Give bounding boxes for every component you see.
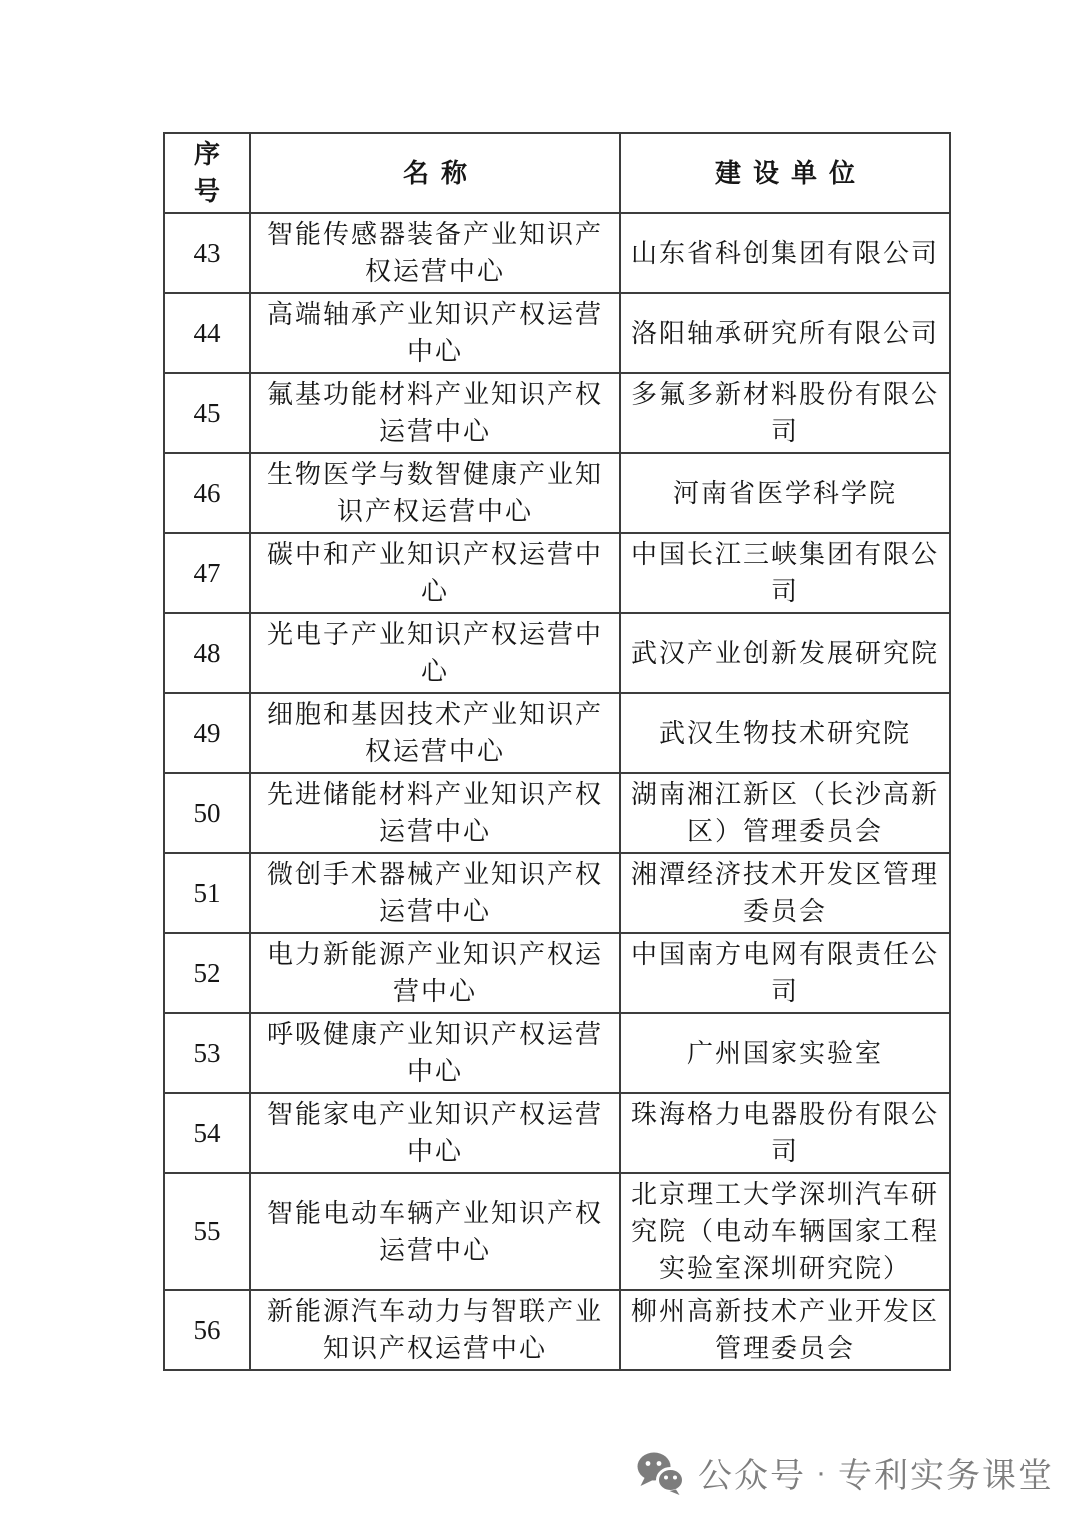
table-row — [164, 373, 950, 453]
row-name-cell: 呼吸健康产业知识产权运营中心 — [250, 1013, 620, 1093]
row-unit-cell: 湖南湘江新区（长沙高新区）管理委员会 — [620, 773, 950, 853]
table-row — [164, 1173, 950, 1290]
row-name-cell: 高端轴承产业知识产权运营中心 — [250, 293, 620, 373]
table-row — [164, 1013, 950, 1093]
row-no-cell: 50 — [164, 773, 250, 853]
header-name: 名称 — [250, 133, 620, 213]
row-no-cell: 53 — [164, 1013, 250, 1093]
row-name-cell: 碳中和产业知识产权运营中心 — [250, 533, 620, 613]
row-unit-cell: 珠海格力电器股份有限公司 — [620, 1093, 950, 1173]
row-unit-cell: 湘潭经济技术开发区管理委员会 — [620, 853, 950, 933]
row-unit-cell: 中国南方电网有限责任公司 — [620, 933, 950, 1013]
table-row — [164, 933, 950, 1013]
wechat-icon — [636, 1451, 686, 1495]
row-name-cell: 氟基功能材料产业知识产权运营中心 — [250, 373, 620, 453]
row-unit-cell: 柳州高新技术产业开发区管理委员会 — [620, 1290, 950, 1370]
row-name-cell: 生物医学与数智健康产业知识产权运营中心 — [250, 453, 620, 533]
row-no-cell: 47 — [164, 533, 250, 613]
row-name-cell: 光电子产业知识产权运营中心 — [250, 613, 620, 693]
watermark-separator: · — [816, 1455, 828, 1489]
table-row — [164, 453, 950, 533]
row-unit-cell: 中国长江三峡集团有限公司 — [620, 533, 950, 613]
table-row — [164, 213, 950, 293]
row-name-cell: 先进储能材料产业知识产权运营中心 — [250, 773, 620, 853]
row-no-cell: 51 — [164, 853, 250, 933]
table-row — [164, 1093, 950, 1173]
row-no-cell: 55 — [164, 1173, 250, 1290]
row-no-cell: 49 — [164, 693, 250, 773]
row-no-cell: 54 — [164, 1093, 250, 1173]
header-serial-number: 序号 — [164, 133, 250, 213]
row-name-cell: 智能传感器装备产业知识产权运营中心 — [250, 213, 620, 293]
row-unit-cell: 多氟多新材料股份有限公司 — [620, 373, 950, 453]
row-unit-cell: 武汉产业创新发展研究院 — [620, 613, 950, 693]
row-no-cell: 52 — [164, 933, 250, 1013]
table-row — [164, 693, 950, 773]
row-no-cell: 45 — [164, 373, 250, 453]
table-row — [164, 853, 950, 933]
wechat-watermark — [636, 1448, 1054, 1497]
row-unit-cell: 武汉生物技术研究院 — [620, 693, 950, 773]
table-row — [164, 533, 950, 613]
row-unit-cell: 洛阳轴承研究所有限公司 — [620, 293, 950, 373]
row-no-cell: 56 — [164, 1290, 250, 1370]
row-name-cell: 智能电动车辆产业知识产权运营中心 — [250, 1173, 620, 1290]
row-name-cell: 新能源汽车动力与智联产业知识产权运营中心 — [250, 1290, 620, 1370]
row-no-cell: 43 — [164, 213, 250, 293]
operation-centers-table — [163, 132, 951, 1371]
watermark-account: 专利实务课堂 — [838, 1457, 1054, 1495]
row-unit-cell: 广州国家实验室 — [620, 1013, 950, 1093]
row-name-cell: 微创手术器械产业知识产权运营中心 — [250, 853, 620, 933]
table-header-row — [164, 133, 950, 213]
row-unit-cell: 河南省医学科学院 — [620, 453, 950, 533]
table-row — [164, 1290, 950, 1370]
watermark-label: 公众号 — [698, 1457, 806, 1495]
row-unit-cell: 北京理工大学深圳汽车研究院（电动车辆国家工程实验室深圳研究院） — [620, 1173, 950, 1290]
row-name-cell: 细胞和基因技术产业知识产权运营中心 — [250, 693, 620, 773]
row-name-cell: 智能家电产业知识产权运营中心 — [250, 1093, 620, 1173]
row-no-cell: 44 — [164, 293, 250, 373]
row-name-cell: 电力新能源产业知识产权运营中心 — [250, 933, 620, 1013]
row-no-cell: 46 — [164, 453, 250, 533]
row-unit-cell: 山东省科创集团有限公司 — [620, 213, 950, 293]
table-row — [164, 293, 950, 373]
table-row — [164, 613, 950, 693]
header-construction-unit: 建设单位 — [620, 133, 950, 213]
row-no-cell: 48 — [164, 613, 250, 693]
table-row — [164, 773, 950, 853]
